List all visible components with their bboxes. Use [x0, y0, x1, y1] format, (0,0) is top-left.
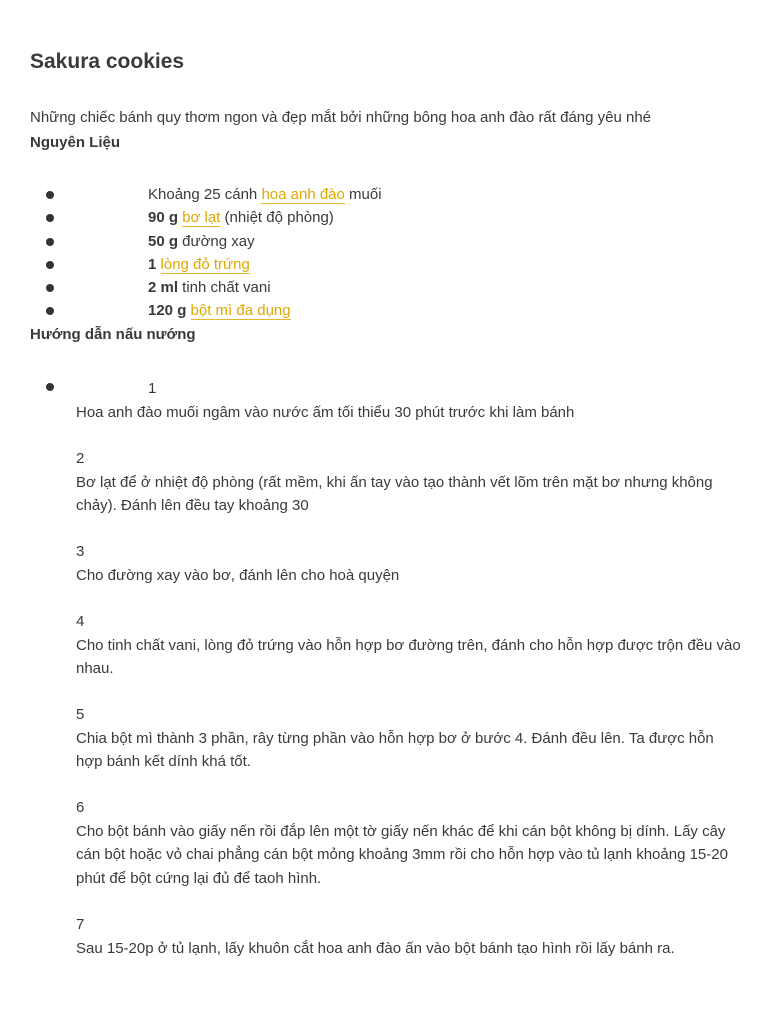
step-number: 3: [76, 543, 85, 560]
page-title: Sakura cookies: [30, 50, 185, 73]
recipe-intro: Những chiếc bánh quy thơm ngon và đẹp mắt bởi những bông hoa anh đào rất đáng yêu nhé: [30, 109, 652, 126]
ingredient-text: [186, 302, 190, 319]
list-item: [76, 796, 742, 890]
ingredient-link[interactable]: bơ lạt: [182, 209, 221, 227]
step-text: Bơ lạt để ở nhiệt độ phòng (rất mềm, khi ấn tay vào tạo thành vết lõm trên mặt bơ nhưng không chảy). Đánh lên đều tay khoảng 30: [76, 473, 713, 514]
step-text: Sau 15-20p ở tủ lạnh, lấy khuôn cắt hoa anh đào ấn vào bột bánh tạo hình rồi lấy bánh ra.: [76, 939, 675, 957]
step-number: 5: [76, 706, 85, 723]
bullet-icon: [46, 191, 54, 199]
ingredient-qty: 50 g: [148, 232, 179, 250]
bullet-icon: [46, 261, 54, 269]
ingredients-heading: Nguyên Liệu: [30, 134, 121, 151]
steps-heading: Hướng dẫn nấu nướng: [30, 326, 196, 343]
ingredient-qty: 120 g: [148, 302, 187, 320]
bullet-icon: [46, 284, 54, 292]
ingredient-text: đường xay: [178, 232, 255, 250]
ingredient-text: tinh chất vani: [178, 279, 271, 297]
step-text: Cho bột bánh vào giấy nến rồi đắp lên một tờ giấy nến khác để khi cán bột không bị dính. Lấy cây cán bột hoặc vỏ chai phẳng cán bột mỏng khoảng 3mm rồi cho hỗn hợp vào tủ lạnh khoảng 15-20 phút để bột cứng lại đủ để taoh hình.: [76, 822, 728, 887]
list-item: [76, 610, 742, 681]
bullet-icon: [46, 383, 54, 391]
ingredient-link[interactable]: lòng đỏ trứng: [160, 255, 250, 273]
bullet-icon: [46, 238, 54, 246]
ingredient-qty: 1: [148, 255, 157, 273]
list-item: [76, 540, 742, 587]
bullet-icon: [46, 214, 54, 222]
ingredient-qty: 2 ml: [148, 279, 179, 297]
step-number: 2: [76, 450, 85, 467]
step-number: 1: [148, 380, 157, 397]
step-text: Cho tinh chất vani, lòng đỏ trứng vào hỗn hợp bơ đường trên, đánh cho hỗn hợp được trộn đều vào nhau.: [76, 636, 741, 677]
step-number: 4: [76, 613, 85, 630]
ingredient-link[interactable]: hoa anh đào: [261, 186, 345, 203]
ingredient-text: Khoảng 25 cánh: [148, 186, 262, 203]
ingredient-text: muối: [344, 186, 382, 203]
list-item: [76, 447, 742, 518]
ingredient-qty: 90 g: [148, 209, 179, 227]
step-number: 6: [76, 799, 85, 816]
list-item: [76, 377, 742, 424]
step-text: Cho đường xay vào bơ, đánh lên cho hoà quyện: [76, 566, 400, 584]
step-text: Hoa anh đào muối ngâm vào nước ấm tối thiểu 30 phút trước khi làm bánh: [76, 403, 575, 421]
step-number: 7: [76, 916, 85, 933]
list-item: [76, 703, 742, 774]
ingredient-text: (nhiệt độ phòng): [220, 209, 334, 227]
list-item: [76, 913, 742, 960]
step-text: Chia bột mì thành 3 phần, rây từng phần vào hỗn hợp bơ ở bước 4. Đánh đều lên. Ta được hỗn hợp bánh kết dính khá tốt.: [76, 729, 714, 770]
ingredient-text: [156, 256, 160, 273]
ingredient-link[interactable]: bột mì đa dụng: [190, 302, 291, 320]
bullet-icon: [46, 307, 54, 315]
